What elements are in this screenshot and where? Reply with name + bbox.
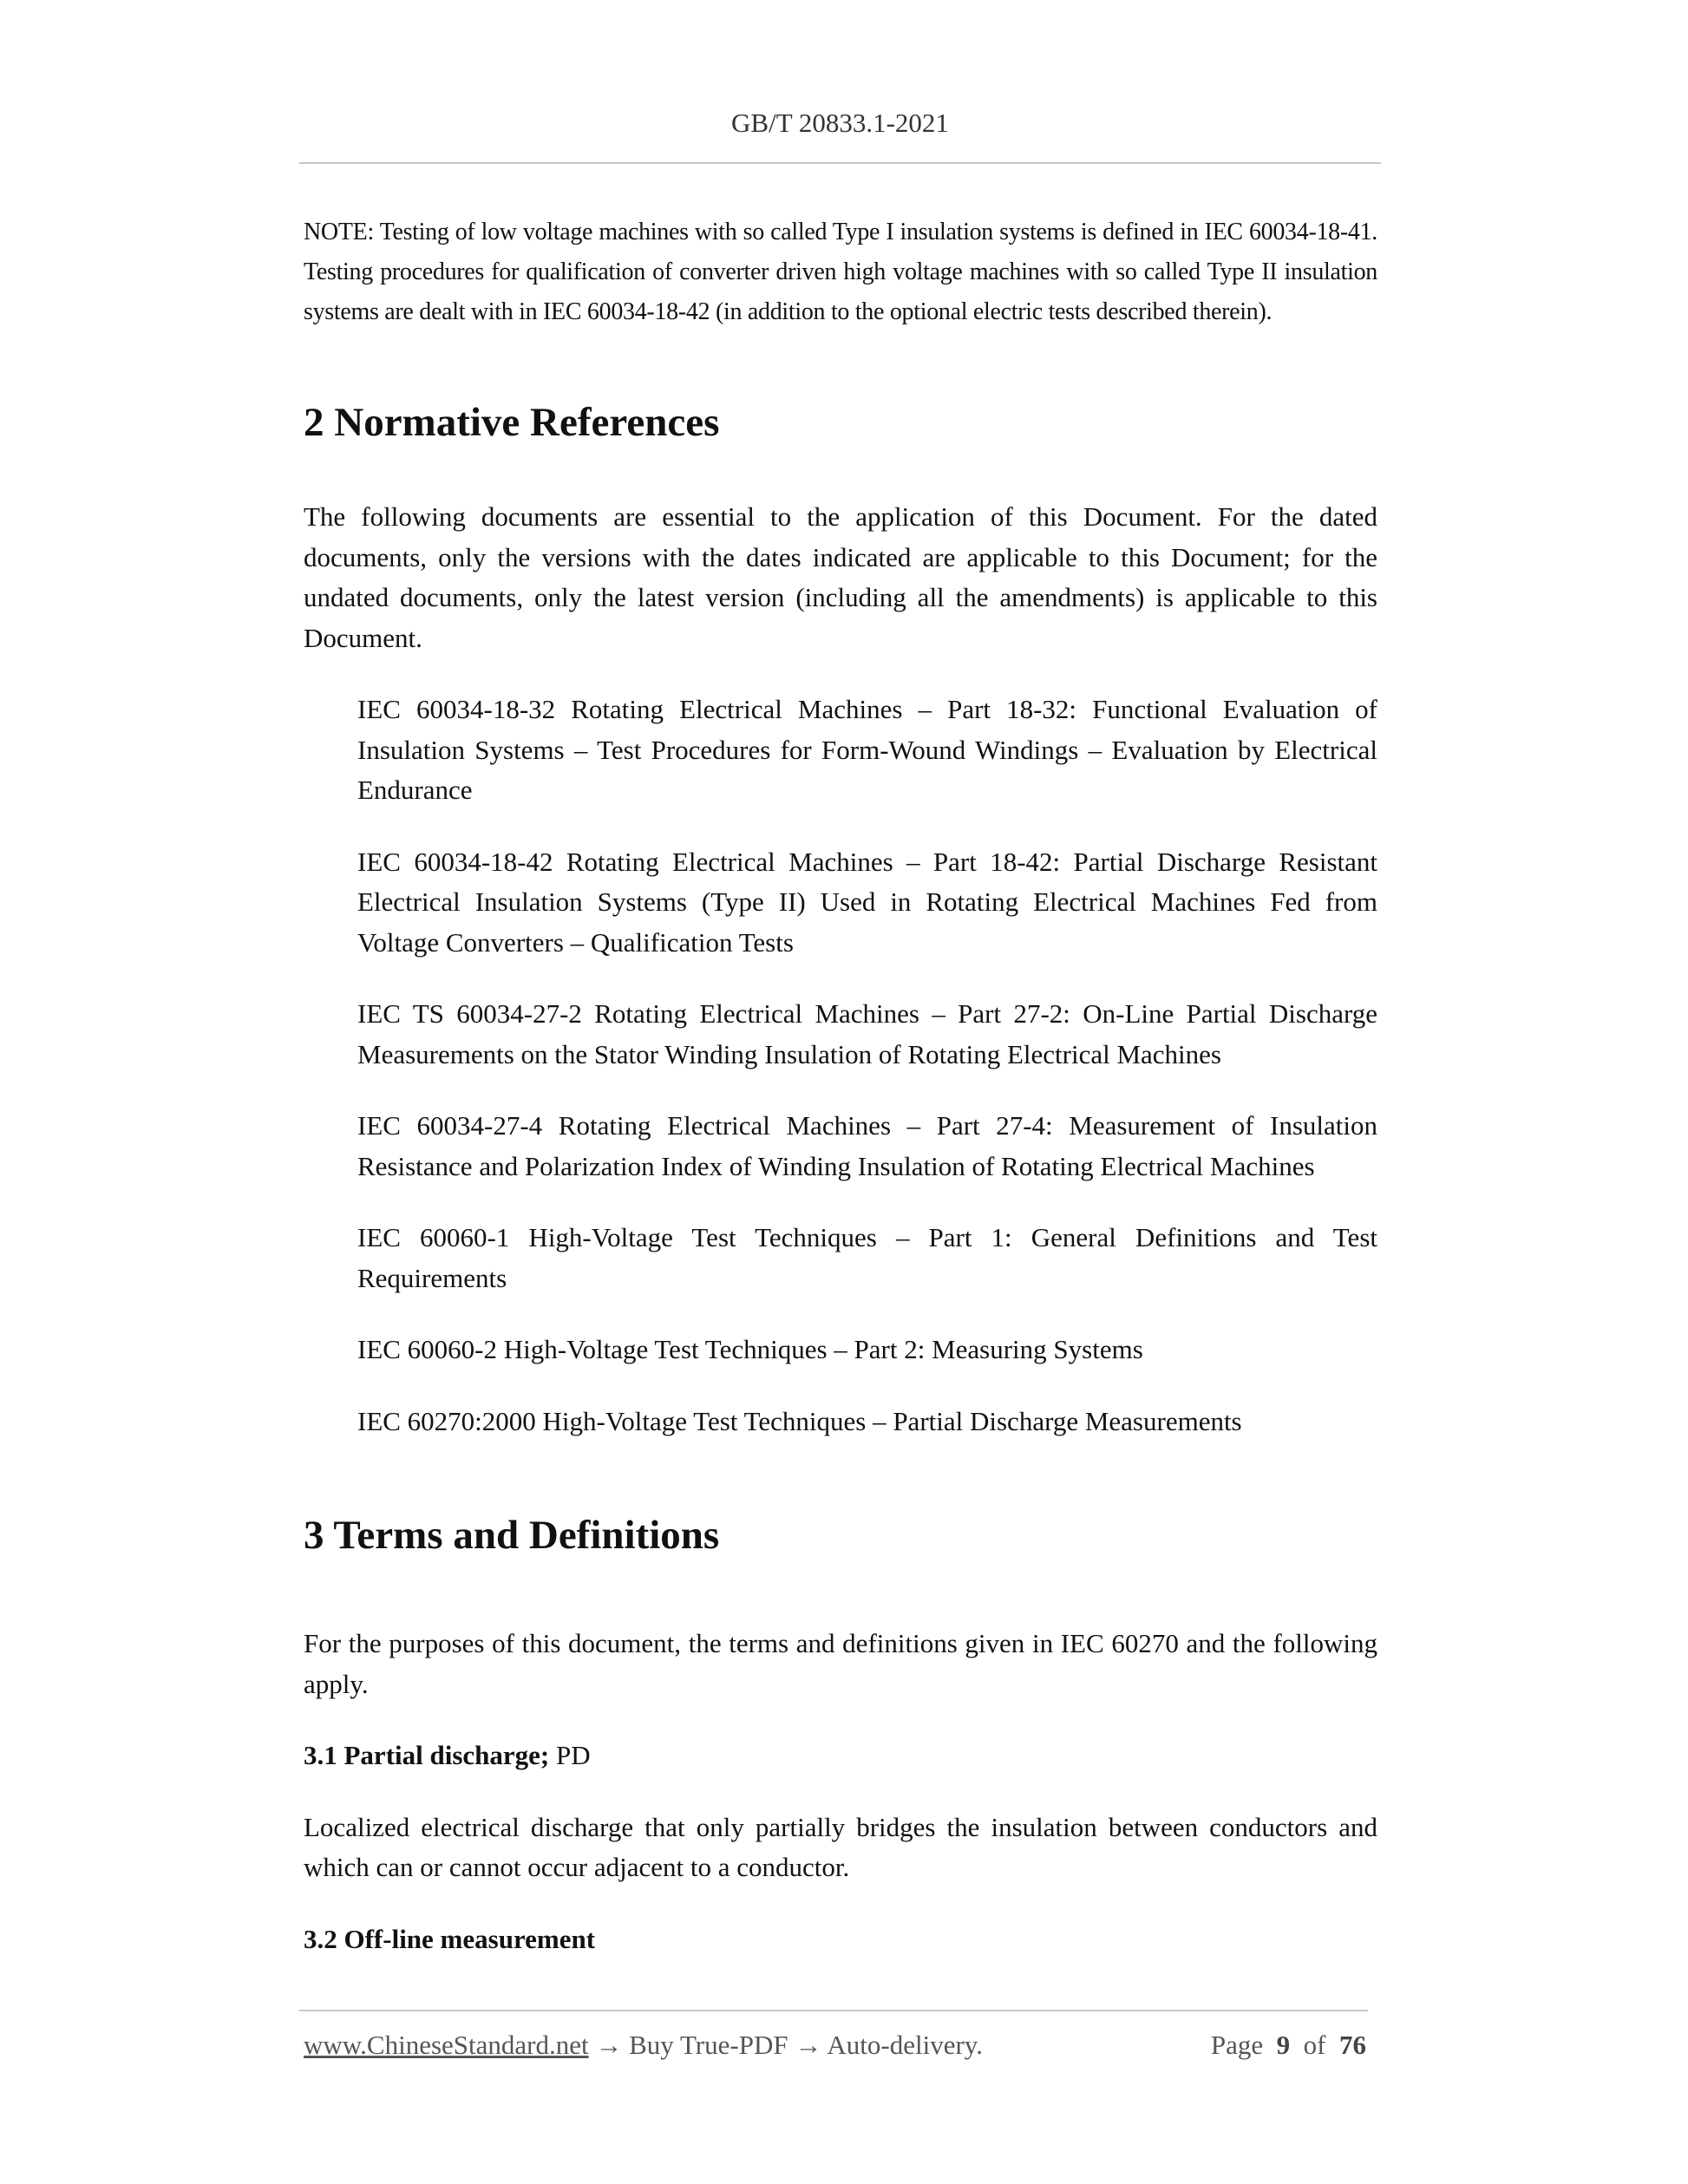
arrow-right-icon: →: [595, 2030, 623, 2060]
footer-divider: [299, 2010, 1368, 2011]
reference-item: IEC 60034-18-42 Rotating Electrical Machines – Part 18-42: Partial Discharge Resistant Electrical Insulation Systems (Type II) Used in Rotating Electrical Machines Fed from Voltage Converters – Qualification Tests: [357, 846, 1377, 958]
note-paragraph: NOTE: Testing of low voltage machines with so called Type I insulation systems is defined in IEC 60034-18-41. Testing procedures for qualification of converter driven high voltage machines with so called Type II insulation systems are dealt with in IEC 60034-18-42 (in addition to the optional electric tests described therein).: [304, 219, 1377, 325]
reference-item: IEC 60060-2 High-Voltage Test Techniques – Part 2: Measuring Systems: [357, 1334, 1143, 1364]
site-link[interactable]: www.ChineseStandard.net: [304, 2030, 589, 2060]
term-3-2-heading: [304, 1919, 1377, 1960]
auto-delivery-text: Auto-delivery.: [827, 2030, 984, 2060]
term-3-1-abbr: PD: [556, 1740, 591, 1770]
page-content: [304, 213, 1377, 1959]
reference-item: IEC 60034-18-32 Rotating Electrical Machines – Part 18-32: Functional Evaluation of Insulation Systems – Test Procedures for Form-Wound Windings – Evaluation by Electrical Endurance: [357, 694, 1377, 805]
page-footer: [304, 2030, 1366, 2068]
reference-item: IEC 60034-27-4 Rotating Electrical Machines – Part 27-4: Measurement of Insulation Resistance and Polarization Index of Winding Insulation of Rotating Electrical Machines: [357, 1110, 1377, 1181]
section-3-intro: For the purposes of this document, the terms and definitions given in IEC 60270 and the following apply.: [304, 1628, 1377, 1699]
term-3-1-heading: [304, 1736, 1377, 1776]
term-3-1-title: 3.1 Partial discharge;: [304, 1740, 550, 1770]
reference-item: IEC TS 60034-27-2 Rotating Electrical Machines – Part 27-2: On-Line Partial Discharge Measurements on the Stator Winding Insulation of Rotating Electrical Machines: [357, 998, 1377, 1069]
section-3-heading: 3 Terms and Definitions: [304, 1513, 720, 1558]
page-indicator: [1211, 2030, 1366, 2061]
section-2-intro: The following documents are essential to the application of this Document. For the dated documents, only the versions with the dates indicated are applicable to this Document; for the undated documents, only the latest version (including all the amendments) is applicable to this Document.: [304, 501, 1377, 653]
page-label: Page: [1210, 2030, 1264, 2060]
page-number: 9: [1276, 2030, 1291, 2060]
term-3-2-title: 3.2 Off-line measurement: [304, 1923, 596, 1954]
reference-item: IEC 60060-1 High-Voltage Test Techniques – Part 1: General Definitions and Test Requirements: [357, 1222, 1377, 1293]
total-pages: 76: [1339, 2030, 1366, 2060]
section-2-heading: 2 Normative References: [304, 400, 720, 445]
term-3-1-definition: Localized electrical discharge that only partially bridges the insulation between conductors and which can or cannot occur adjacent to a conductor.: [304, 1811, 1377, 1882]
footer-promo: [304, 2030, 983, 2061]
buy-true-pdf-text: Buy True-PDF: [629, 2030, 788, 2060]
reference-item: IEC 60270:2000 High-Voltage Test Techniques – Partial Discharge Measurements: [357, 1405, 1242, 1436]
header-divider: [299, 162, 1381, 164]
of-label: of: [1303, 2030, 1326, 2060]
arrow-right-icon: →: [795, 2030, 822, 2060]
page-header-doc-id: GB/T 20833.1-2021: [731, 108, 949, 138]
normative-references-list: [304, 690, 1377, 1442]
